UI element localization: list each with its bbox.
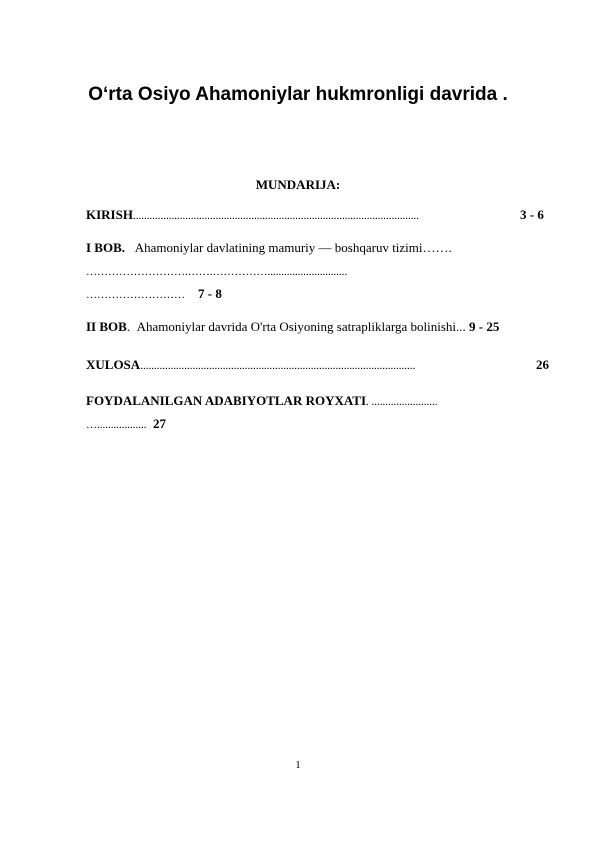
toc-entry-adabiyot	[86, 393, 438, 410]
page-number: 1	[295, 759, 301, 771]
toc-entry-bob1-page-line	[86, 286, 222, 303]
toc-label: XULOSA	[86, 357, 141, 372]
toc-dots: ....................................................................................................	[140, 360, 416, 372]
toc-text: Ahamoniylar davrida O'rta Osiyoning satrapliklarga bolinishi...	[136, 319, 466, 334]
toc-dots: …..................	[86, 419, 147, 431]
toc-entry-adabiyot-page-line	[86, 416, 166, 433]
toc-dots: ………………………	[86, 289, 185, 301]
toc-page: 9 - 25	[469, 319, 500, 334]
toc-entry-bob1-dots	[86, 263, 347, 280]
toc-dots: ........................................................................................................	[132, 210, 419, 222]
toc-text: Ahamoniylar davlatining mamuriy — boshqaruv tizimi…….	[134, 240, 452, 255]
toc-page: 7 - 8	[198, 286, 222, 301]
toc-page: 26	[536, 357, 549, 372]
toc-page: 3 - 6	[520, 207, 544, 222]
toc-entry-bob2: II BOB. Ahamoniylar davrida O'rta Osiyoning satrapliklarga bolinishi... 9 - 25	[86, 319, 500, 334]
toc-label: FOYDALANILGAN ADABIYOTLAR ROYXATI	[86, 393, 367, 408]
toc-entry-kirish	[86, 207, 544, 224]
toc-page: 27	[153, 416, 166, 431]
toc-dots: . ........................	[366, 396, 438, 408]
toc-heading: MUNDARIJA:	[255, 177, 341, 192]
toc-dots: ……………………….…….…………….............................	[86, 266, 348, 278]
toc-label: I BOB.	[86, 240, 126, 255]
toc-label: II BOB	[86, 319, 127, 334]
toc-label: KIRISH	[86, 207, 133, 222]
page-title: O‘rta Osiyo Ahamoniylar hukmronligi davrida .	[88, 84, 508, 105]
toc-entry-bob1	[86, 240, 452, 256]
toc-entry-xulosa	[86, 357, 549, 374]
